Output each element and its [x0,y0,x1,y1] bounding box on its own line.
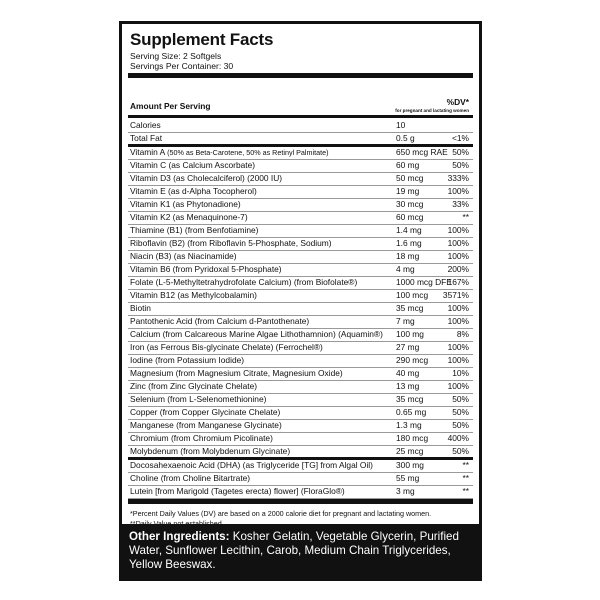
nutrient-amount: 7 mg [396,316,415,326]
nutrient-dv: 50% [452,446,469,456]
nutrient-amount: 0.65 mg [396,407,427,417]
table-row [130,406,469,419]
table-row [130,289,469,302]
dv-header: %DV* [446,97,469,107]
table-row [130,198,469,211]
servings-per-container: Servings Per Container: 30 [130,61,234,71]
nutrient-amount: 100 mg [396,329,424,339]
nutrient-dv: 100% [447,381,469,391]
table-row [130,393,469,406]
nutrient-name: Docosahexaenoic Acid (DHA) (as Triglyceride [TG] from Algal Oil) [130,460,373,470]
other-ingredients-label: Other Ingredients: [129,530,230,543]
table-row [130,185,469,198]
nutrient-amount: 40 mg [396,368,420,378]
table-row [130,472,469,485]
table-row [130,159,469,172]
nutrient-amount: 25 mcg [396,446,424,456]
nutrient-dv: 400% [447,433,469,443]
nutrient-name: Zinc (from Zinc Glycinate Chelate) [130,381,258,391]
nutrient-amount: 50 mcg [396,173,424,183]
nutrient-dv: 100% [447,251,469,261]
nutrient-dv: ** [462,212,469,222]
table-row [130,263,469,276]
nutrient-dv: 3571% [442,290,469,300]
nutrient-amount: 19 mg [396,186,420,196]
table-row [130,250,469,263]
nutrient-dv: 100% [447,186,469,196]
nutrient-name: Total Fat [130,133,163,143]
nutrient-amount: 0.5 g [396,133,415,143]
nutrient-amount: 10 [396,120,406,130]
nutrient-dv: 167% [447,277,469,287]
table-row [130,276,469,289]
nutrient-name: Vitamin K1 (as Phytonadione) [130,199,241,209]
nutrient-name: Iodine (from Potassium Iodide) [130,355,245,365]
nutrient-amount: 3 mg [396,486,415,496]
nutrient-name: Vitamin B6 (from Pyridoxal 5-Phosphate) [130,264,282,274]
nutrient-name: Magnesium (from Magnesium Citrate, Magnesium Oxide) [130,368,343,378]
nutrient-dv: 8% [456,329,469,339]
supplement-facts-panel [119,21,482,581]
nutrient-dv: 100% [447,303,469,313]
nutrient-dv: <1% [452,133,469,143]
nutrient-amount: 1.6 mg [396,238,422,248]
header-divider [128,115,473,118]
table-row [130,341,469,354]
nutrient-amount: 290 mcg [396,355,429,365]
nutrient-dv: ** [462,473,469,483]
table-row [130,485,469,498]
nutrient-amount: 650 mcg RAE [396,147,448,157]
nutrient-amount: 60 mcg [396,212,424,222]
nutrient-name: Calories [130,120,161,130]
nutrient-dv: 33% [452,199,469,209]
nutrient-name: Thiamine (B1) (from Benfotiamine) [130,225,259,235]
serving-size: Serving Size: 2 Softgels [130,51,222,61]
nutrient-amount: 60 mg [396,160,420,170]
nutrient-name: Vitamin E (as d-Alpha Tocopherol) [130,186,257,196]
nutrient-dv: 50% [452,420,469,430]
table-row [130,146,469,159]
table-row [130,354,469,367]
nutrient-dv: 100% [447,355,469,365]
other-ingredients-text: Kosher Gelatin, Vegetable Glycerin, Purified Water, Sunflower Lecithin, Carob, Medium Chain Triglycerides, Yellow Beeswax. [129,530,459,571]
table-row [130,432,469,445]
nutrient-name: Copper (from Copper Glycinate Chelate) [130,407,281,417]
amount-per-serving-label: Amount Per Serving [130,101,211,111]
nutrient-name: Biotin [130,303,151,313]
nutrient-dv: 200% [447,264,469,274]
footnote-dv: *Percent Daily Values (DV) are based on a 2000 calorie diet for pregnant and lactating women. [130,509,432,518]
nutrient-name: Lutein [from Marigold (Tagetes erecta) flower] (FloraGlo®) [130,486,345,496]
table-row [130,315,469,328]
nutrient-amount: 27 mg [396,342,420,352]
nutrient-dv: 50% [452,160,469,170]
nutrient-name: Calcium (from Calcareous Marine Algae Lithothamnion) (Aquamin®) [130,329,383,339]
nutrient-amount: 100 mcg [396,290,429,300]
nutrient-name: Vitamin A (50% as Beta-Carotene, 50% as Retinyl Palmitate) [130,147,329,157]
table-row [130,419,469,432]
nutrient-amount: 1.4 mg [396,225,422,235]
nutrient-dv: 50% [452,147,469,157]
nutrient-name: Molybdenum (from Molybdenum Glycinate) [130,446,291,456]
nutrient-dv: 10% [452,368,469,378]
nutrient-dv: 100% [447,342,469,352]
nutrient-name: Niacin (B3) (as Niacinamide) [130,251,237,261]
nutrient-dv: ** [462,486,469,496]
nutrient-dv: ** [462,460,469,470]
other-ingredients [122,524,479,578]
nutrient-name: Selenium (from L-Selenomethionine) [130,394,267,404]
nutrient-amount: 35 mcg [396,394,424,404]
table-end-divider [128,499,473,504]
nutrient-dv: 50% [452,394,469,404]
nutrient-name: Folate (L-5-Methyltetrahydrofolate Calcium) (from Biofolate®) [130,277,358,287]
nutrient-name: Choline (from Choline Bitartrate) [130,473,251,483]
nutrient-amount: 35 mcg [396,303,424,313]
nutrient-amount: 180 mcg [396,433,429,443]
nutrient-dv: 50% [452,407,469,417]
nutrient-amount: 1000 mcg DFE [396,277,452,287]
nutrient-name: Riboflavin (B2) (from Riboflavin 5-Phosphate, Sodium) [130,238,332,248]
nutrient-amount: 13 mg [396,381,420,391]
table-row [130,119,469,132]
table-row [130,328,469,341]
nutrient-amount: 4 mg [396,264,415,274]
nutrient-amount: 30 mcg [396,199,424,209]
thick-divider [128,73,473,78]
nutrient-name: Manganese (from Manganese Glycinate) [130,420,282,430]
table-row [130,380,469,393]
dv-subheader: for pregnant and lactating women [395,108,469,113]
panel-title: Supplement Facts [130,30,274,49]
table-row [130,172,469,185]
nutrient-dv: 100% [447,316,469,326]
nutrient-dv: 100% [447,238,469,248]
nutrient-name: Vitamin D3 (as Cholecalciferol) (2000 IU) [130,173,283,183]
nutrient-name: Vitamin K2 (as Menaquinone-7) [130,212,248,222]
table-row [130,237,469,250]
nutrient-amount: 300 mg [396,460,424,470]
nutrient-amount: 55 mg [396,473,420,483]
table-row [130,459,469,472]
nutrient-dv: 333% [447,173,469,183]
table-row [130,211,469,224]
nutrient-amount: 18 mg [396,251,420,261]
table-row [130,224,469,237]
nutrient-amount: 1.3 mg [396,420,422,430]
nutrient-name: Iron (as Ferrous Bis-glycinate Chelate) (Ferrochel®) [130,342,323,352]
nutrient-name: Pantothenic Acid (from Calcium d-Pantothenate) [130,316,310,326]
nutrient-name: Chromium (from Chromium Picolinate) [130,433,273,443]
nutrient-name: Vitamin B12 (as Methylcobalamin) [130,290,257,300]
nutrient-dv: 100% [447,225,469,235]
table-row [130,367,469,380]
table-row [130,302,469,315]
nutrient-name: Vitamin C (as Calcium Ascorbate) [130,160,256,170]
